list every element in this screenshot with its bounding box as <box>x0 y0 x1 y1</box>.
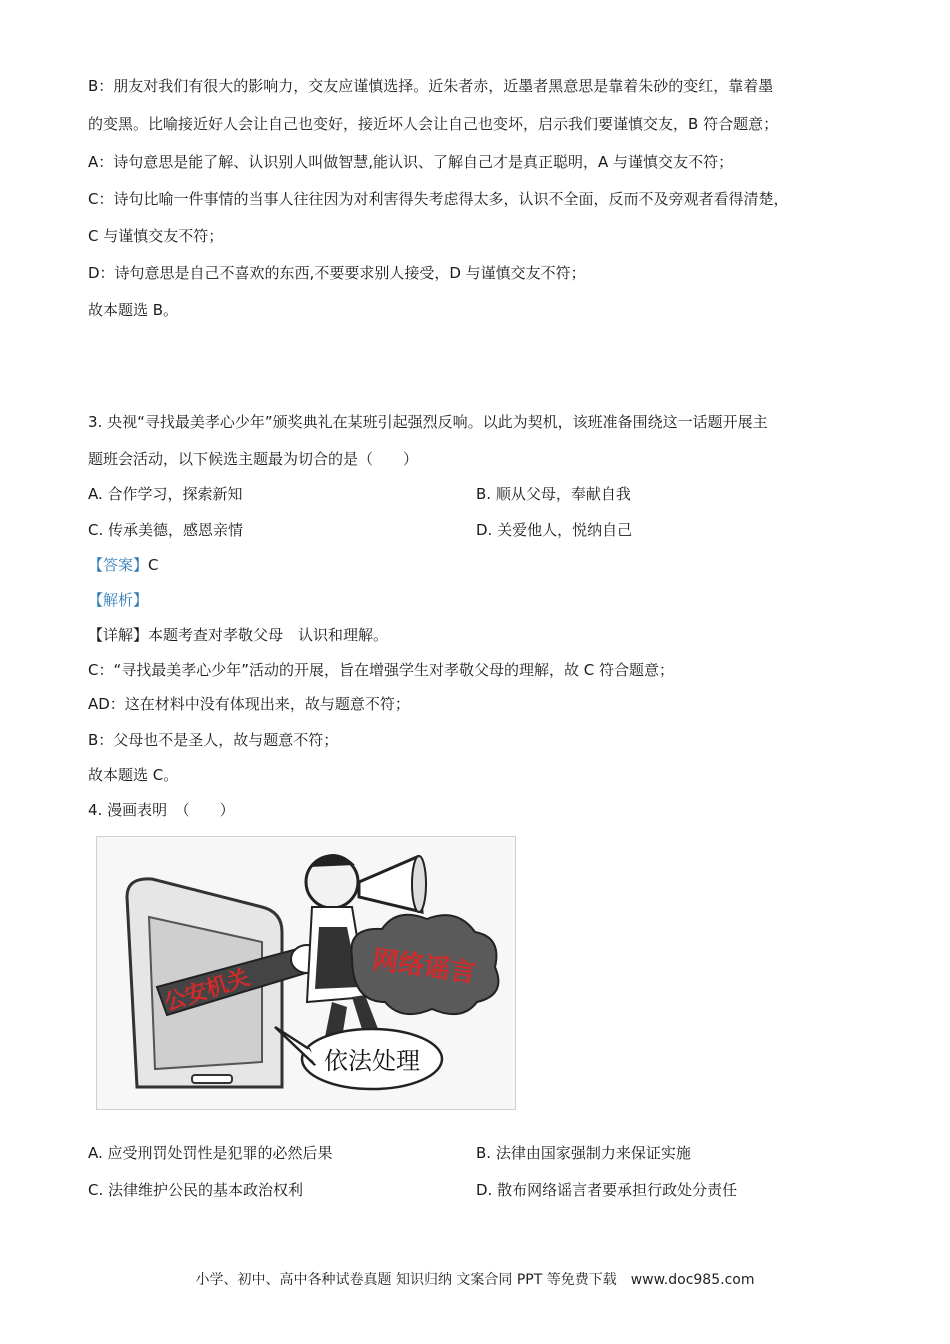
question3-option-d: D. 关爱他人，悦纳自己 <box>476 521 633 539</box>
rumor-label: 网络谣言 <box>370 944 478 990</box>
answer-value: C <box>148 556 159 574</box>
speech-label: 依法处理 <box>324 1047 420 1075</box>
explanation-line: A：诗句意思是能了解、认识别人叫做智慧,能认识、了解自己才是真正聪明，A 与谨慎交友不符； <box>88 153 734 171</box>
question3-stem: 3. 央视“寻找最美孝心少年”颁奖典礼在某班引起强烈反响。以此为契机，该班准备围绕这一话题开展主 <box>88 413 768 431</box>
question3-stem-cont: 题班会活动，以下候选主题最为切合的是（ ） <box>88 450 419 468</box>
question4-option-c: C. 法律维护公民的基本政治权利 <box>88 1181 304 1199</box>
detail-line: AD：这在材料中没有体现出来，故与题意不符； <box>88 695 410 713</box>
question4-option-b: B. 法律由国家强制力来保证实施 <box>476 1144 691 1162</box>
detail-conclusion: 故本题选 C。 <box>88 766 179 784</box>
megaphone-icon <box>359 856 426 912</box>
answer-row <box>88 555 159 575</box>
question4-option-a: A. 应受刑罚处罚性是犯罪的必然后果 <box>88 1144 333 1162</box>
explanation-line: B：朋友对我们有很大的影响力，交友应谨慎选择。近朱者赤，近墨者黑意思是靠着朱砂的变红，靠着墨 <box>88 77 774 95</box>
cartoon-image <box>96 836 516 1110</box>
answer-tag: 【答案】 <box>88 556 149 574</box>
explanation-conclusion: 故本题选 B。 <box>88 301 179 319</box>
police-label: 公安机关 <box>161 965 253 1017</box>
speech-bubble <box>275 1027 442 1089</box>
question3-option-a: A. 合作学习，探索新知 <box>88 485 243 503</box>
explanation-line: C：诗句比喻一件事情的当事人往往因为对利害得失考虑得太多，认识不全面，反而不及旁观者看得清楚， <box>88 190 789 208</box>
page-footer: 小学、初中、高中各种试卷真题 知识归纳 文案合同 PPT 等免费下载 www.doc985.com <box>195 1272 755 1288</box>
detail-line: 【详解】本题考查对孝敬父母 认识和理解。 <box>88 626 389 644</box>
explanation-line: 的变黑。比喻接近好人会让自己也变好，接近坏人会让自己也变坏，启示我们要谨慎交友，B 符合题意； <box>88 115 779 133</box>
explanation-line: D：诗句意思是自己不喜欢的东西,不要要求别人接受，D 与谨慎交友不符； <box>88 264 586 282</box>
question3-option-b: B. 顺从父母，奉献自我 <box>476 485 631 503</box>
question4-option-d: D. 散布网络谣言者要承担行政处分责任 <box>476 1181 738 1199</box>
question3-option-c: C. 传承美德，感恩亲情 <box>88 521 244 539</box>
analysis-tag: 【解析】 <box>88 591 149 609</box>
explanation-line: C 与谨慎交友不符； <box>88 227 224 245</box>
detail-line: C：“寻找最美孝心少年”活动的开展，旨在增强学生对孝敬父母的理解，故 C 符合题意； <box>88 661 675 679</box>
rumor-cloud-illustration <box>351 915 498 1014</box>
detail-line: B：父母也不是圣人，故与题意不符； <box>88 731 339 749</box>
question4-stem: 4. 漫画表明 （ ） <box>88 801 235 819</box>
